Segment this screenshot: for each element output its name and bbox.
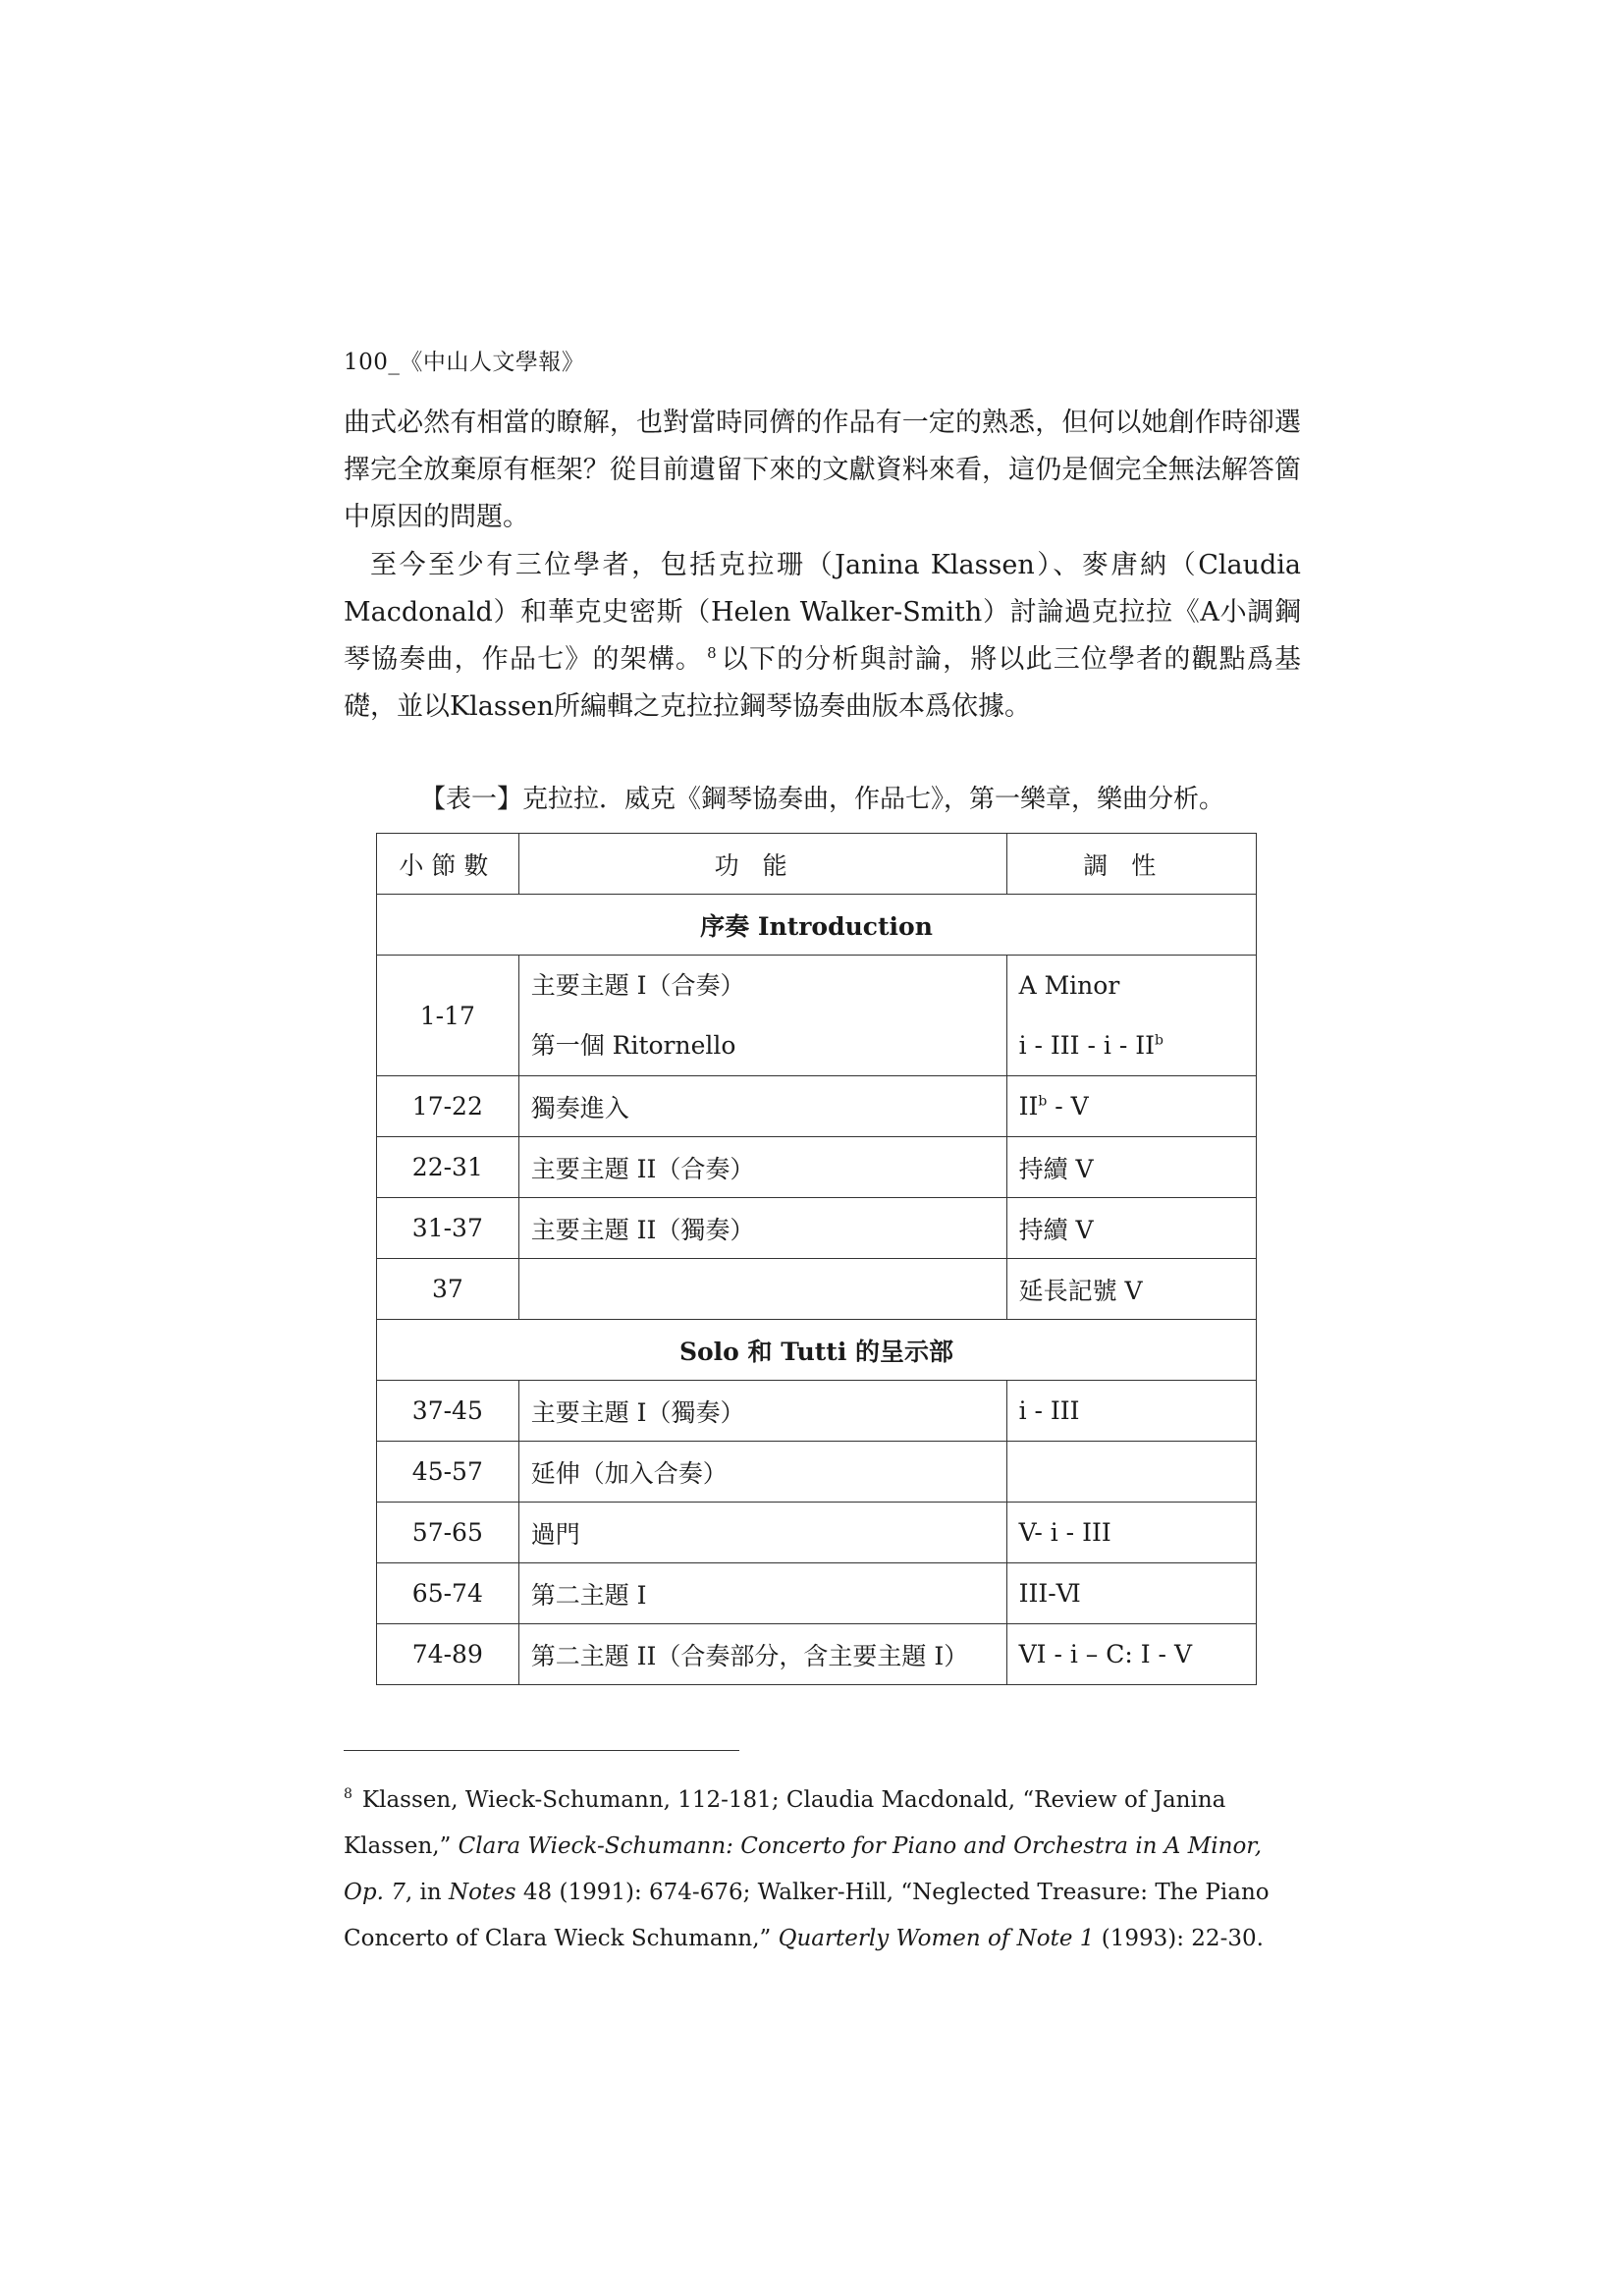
cell-function: 過門 — [518, 1503, 1006, 1563]
header-key: 調性 — [1006, 834, 1256, 895]
key-text: II — [1018, 1092, 1039, 1121]
table-row — [377, 1076, 1257, 1137]
paragraph-1 — [344, 400, 1301, 541]
footnote-text: (1993): 22-30. — [1094, 1926, 1264, 1951]
cell-key: 持續 V — [1006, 1137, 1256, 1198]
cell-key — [1006, 956, 1256, 1076]
paragraph-1-text: 曲式必然有相當的瞭解，也對當時同儕的作品有一定的熟悉，但何以她創作時卻選擇完全放棄原有框架？從目前遺留下來的文獻資料來看，這仍是個完全無法解答箇中原因的問題。 — [344, 408, 1301, 532]
cell-key: III-Ⅵ — [1006, 1563, 1256, 1624]
cell-bars: 37 — [377, 1259, 519, 1320]
cell-function: 主要主題 II（合奏） — [518, 1137, 1006, 1198]
footnote-text: 48 (1991): 674-676; Walker-Hill, “Neglected Treasure: The Piano Concerto of Clara Wieck Schumann,” — [344, 1880, 1270, 1951]
section-title: Solo 和 Tutti 的呈示部 — [377, 1320, 1257, 1381]
header-bars: 小節數 — [377, 834, 519, 895]
cell-key — [1006, 1076, 1256, 1137]
footnote-divider — [344, 1750, 739, 1751]
paragraph-2-before: 至今至少有三位學者，包括克拉珊（Janina Klassen）、麥唐納（Claudia Macdonald）和華克史密斯（Helen Walker-Smith）討論過克拉拉《A小調鋼琴協奏曲，作品七》的架構。 — [344, 550, 1301, 675]
footnote-italic: Clara Wieck-Schumann: Concerto for Piano and Orchestra in A Minor, Op. 7 — [344, 1833, 1263, 1905]
cell-function-line: 第一個 Ritornello — [530, 1031, 736, 1060]
cell-key: 延長記號 V — [1006, 1259, 1256, 1320]
table-row — [377, 1381, 1257, 1442]
table-row — [377, 956, 1257, 1076]
footnote-text: Klassen, Wieck-Schumann, 112-181; Claudia Macdonald, “Review of Janina Klassen,” — [344, 1787, 1226, 1859]
footnote-mark: 8 — [344, 1786, 352, 1803]
running-header: 100_《中山人文學報》 — [344, 350, 585, 375]
section-row — [377, 1320, 1257, 1381]
cell-function: 第二主題 I — [518, 1563, 1006, 1624]
cell-function-line: 主要主題 I（合奏） — [530, 971, 745, 1000]
table-row — [377, 1137, 1257, 1198]
cell-function: 獨奏進入 — [518, 1076, 1006, 1137]
cell-key: VI - i – C: I - V — [1006, 1624, 1256, 1685]
section-row — [377, 895, 1257, 956]
cell-bars: 45-57 — [377, 1442, 519, 1503]
cell-key — [1006, 1442, 1256, 1503]
table-row — [377, 1259, 1257, 1320]
footnote-italic: Notes — [448, 1880, 516, 1905]
table-row — [377, 1624, 1257, 1685]
key-text: - V — [1047, 1092, 1089, 1121]
flat-superscript: b — [1038, 1093, 1048, 1110]
table-row — [377, 1563, 1257, 1624]
key-text: i - III - i - II — [1018, 1031, 1155, 1060]
table-row — [377, 1503, 1257, 1563]
cell-bars: 37-45 — [377, 1381, 519, 1442]
cell-bars: 1-17 — [377, 956, 519, 1076]
cell-bars: 22-31 — [377, 1137, 519, 1198]
cell-key: 持續 V — [1006, 1198, 1256, 1259]
cell-key-line: A Minor — [1018, 971, 1120, 1000]
flat-superscript: b — [1154, 1032, 1163, 1049]
cell-bars: 74-89 — [377, 1624, 519, 1685]
table-row — [377, 1442, 1257, 1503]
section-title: 序奏 Introduction — [377, 895, 1257, 956]
table-header-row — [377, 834, 1257, 895]
cell-bars: 31-37 — [377, 1198, 519, 1259]
footnote-reference[interactable]: 8 — [707, 644, 717, 662]
cell-key: V- i - III — [1006, 1503, 1256, 1563]
cell-key-line — [1019, 1015, 1244, 1075]
cell-function: 主要主題 I（獨奏） — [518, 1381, 1006, 1442]
cell-function — [518, 956, 1006, 1076]
cell-bars: 57-65 — [377, 1503, 519, 1563]
paragraph-2-text — [344, 542, 1301, 731]
footnote-text: , in — [405, 1880, 449, 1905]
table-caption: 【表一】克拉拉．威克《鋼琴協奏曲，作品七》，第一樂章，樂曲分析。 — [419, 785, 1224, 814]
cell-bars: 17-22 — [377, 1076, 519, 1137]
paragraph-2 — [344, 542, 1301, 731]
footnote-italic: Quarterly Women of Note 1 — [778, 1926, 1095, 1951]
cell-function: 第二主題 II（合奏部分，含主要主題 I） — [518, 1624, 1006, 1685]
footnote — [344, 1777, 1301, 1962]
cell-key: i - III — [1006, 1381, 1256, 1442]
analysis-table — [376, 833, 1257, 1685]
header-function: 功能 — [518, 834, 1006, 895]
cell-function — [518, 1259, 1006, 1320]
cell-function: 延伸（加入合奏） — [518, 1442, 1006, 1503]
paragraph-2-after: 以下的分析與討論，將以此三位學者的觀點爲基礎，並以Klassen所編輯之克拉拉鋼琴協奏曲版本爲依據。 — [344, 644, 1302, 722]
table-row — [377, 1198, 1257, 1259]
cell-bars: 65-74 — [377, 1563, 519, 1624]
cell-function: 主要主題 II（獨奏） — [518, 1198, 1006, 1259]
